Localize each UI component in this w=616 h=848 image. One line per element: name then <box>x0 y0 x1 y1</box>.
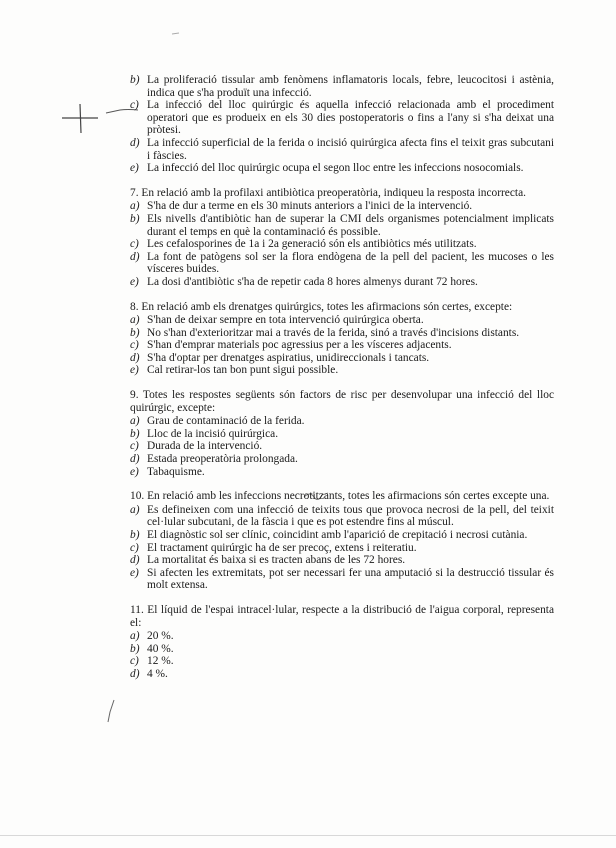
option-letter: e) <box>130 465 139 478</box>
option-letter: c) <box>130 339 139 352</box>
option <box>130 440 554 453</box>
option-text: Tabaquisme. <box>147 465 205 478</box>
option-letter: e) <box>130 162 139 175</box>
option-letter: a) <box>130 415 140 428</box>
option-letter: d) <box>130 667 140 680</box>
question-10 <box>130 490 554 592</box>
option <box>130 352 554 365</box>
option-letter: d) <box>130 453 140 466</box>
option-text: Es defineixen com una infecció de teixits tous que provoca necrosi de la pell, del teixit cel·lular subcutani, de la fàscia i que es pot estendre fins al múscul. <box>147 503 554 529</box>
option-text: 40 %. <box>147 642 174 655</box>
option-text: La dosi d'antibiòtic s'ha de repetir cada 8 hores almenys durant 72 hores. <box>147 275 478 288</box>
option-letter: c) <box>130 238 139 251</box>
option-letter: b) <box>130 74 140 86</box>
option <box>130 314 554 327</box>
option-letter: b) <box>130 529 140 541</box>
option-text: Grau de contaminació de la ferida. <box>147 415 305 428</box>
option-text: S'ha d'optar per drenatges aspiratius, unidireccionals i tancats. <box>147 351 430 364</box>
option-letter: d) <box>130 250 140 263</box>
option <box>130 339 554 352</box>
handwritten-tick-mark <box>100 698 130 728</box>
exam-content <box>130 74 554 693</box>
question-title: 7. En relació amb la profilaxi antibiòtica preoperatòria, indiqueu la resposta incorrecta. <box>130 186 526 199</box>
scan-speck <box>170 30 182 38</box>
question-title: 8. En relació amb els drenatges quirúrgics, totes les afirmacions són certes, excepte: <box>130 300 513 313</box>
option-text: Els nivells d'antibiòtic han de superar la CMI dels organismes potencialment implicats durant el temps en què la contaminació és possible. <box>147 212 554 238</box>
option-text: 20 %. <box>147 630 174 643</box>
option <box>130 643 554 656</box>
option-text: La mortalitat és baixa si es tracten abans de les 72 hores. <box>147 554 406 567</box>
option-letter: e) <box>130 364 139 377</box>
option-text: 4 %. <box>147 667 168 680</box>
question-title: 10. En relació amb les infeccions necrotitzants, totes les afirmacions són certes excepte una. <box>130 490 550 503</box>
question-9 <box>130 389 554 478</box>
option-text: 12 %. <box>147 655 174 668</box>
option-text: El tractament quirúrgic ha de ser precoç, extens i reiteratiu. <box>147 541 417 554</box>
option-letter: a) <box>130 630 140 643</box>
option <box>130 567 554 592</box>
option-letter: d) <box>130 554 140 567</box>
option-text: La infecció del lloc quirúrgic és aquella infecció relacionada amb el procediment operatori que es produeix en els 30 dies postoperatoris o fins a l'any si s'ha deixat una pròtesi. <box>147 99 554 137</box>
scan-edge-line <box>0 835 616 836</box>
option-text: Cal retirar-los tan bon punt sigui possible. <box>147 364 339 377</box>
option <box>130 630 554 643</box>
option-letter: c) <box>130 541 139 554</box>
option-text: El diagnòstic sol ser clínic, coincidint amb l'aparició de crepitació i necrosi cutània. <box>147 529 528 541</box>
option-letter: e) <box>130 275 139 288</box>
option-letter: d) <box>130 351 140 364</box>
option-letter: a) <box>130 200 140 213</box>
option-text: Durada de la intervenció. <box>147 440 263 453</box>
option-text: La font de patògens sol ser la flora endògena de la pell del pacient, les mucoses o les vísceres buides. <box>147 250 554 276</box>
option <box>130 655 554 668</box>
question-title: 9. Totes les respostes següents són factors de risc per desenvolupar una infecció del lloc quirúrgic, excepte: <box>130 389 554 414</box>
option-text: S'han d'emprar materials poc agressius per a les vísceres adjacents. <box>147 339 452 352</box>
option <box>130 213 554 238</box>
option <box>130 99 554 137</box>
option-text: La infecció del lloc quirúrgic ocupa el segon lloc entre les infeccions nosocomials. <box>147 162 524 175</box>
option <box>130 529 554 542</box>
question-7 <box>130 187 554 289</box>
option <box>130 466 554 479</box>
option-letter: e) <box>130 566 139 579</box>
option-letter: a) <box>130 503 140 516</box>
option <box>130 200 554 213</box>
option-text: S'ha de dur a terme en els 30 minuts anteriors a l'inici de la intervenció. <box>147 200 473 213</box>
question-title: 11. El líquid de l'espai intracel·lular, respecte a la distribució de l'aigua corporal, representa el: <box>130 603 554 629</box>
option-text: Lloc de la incisió quirúrgica. <box>147 427 279 440</box>
option <box>130 453 554 466</box>
option <box>130 327 554 340</box>
option <box>130 415 554 428</box>
option-letter: d) <box>130 136 140 149</box>
option-text: La infecció superficial de la ferida o incisió quirúrgica afecta fins el teixit gras subcutani i fàscies. <box>147 136 554 162</box>
option <box>130 364 554 377</box>
option <box>130 137 554 162</box>
option <box>130 668 554 681</box>
option-letter: b) <box>130 642 140 655</box>
question-8 <box>130 301 554 378</box>
option <box>130 251 554 276</box>
option-letter: c) <box>130 440 139 453</box>
option-text: Estada preoperatòria prolongada. <box>147 453 298 466</box>
option-letter: a) <box>130 314 140 327</box>
option-text: S'han de deixar sempre en tota intervenció quirúrgica oberta. <box>147 314 424 327</box>
option <box>130 542 554 555</box>
option <box>130 74 554 99</box>
option-letter: b) <box>130 326 140 339</box>
option-letter: c) <box>130 99 139 112</box>
option <box>130 504 554 529</box>
option-letter: b) <box>130 212 140 225</box>
option-text: Les cefalosporines de 1a i 2a generació són els antibiòtics més utilitzats. <box>147 238 477 251</box>
option-text: No s'han d'exterioritzar mai a través de la ferida, sinó a través d'incisions distants. <box>147 326 520 339</box>
option-letter: c) <box>130 655 139 668</box>
option <box>130 162 554 175</box>
previous-question-options <box>130 74 554 175</box>
option-text: La proliferació tissular amb fenòmens inflamatoris locals, febre, leucocitosi i astènia, indica que s'ha produït una infecció. <box>147 74 554 99</box>
option-text: Si afecten les extremitats, pot ser necessari fer una amputació si la destrucció tissular és molt extensa. <box>147 566 554 592</box>
option <box>130 428 554 441</box>
option-letter: b) <box>130 427 140 440</box>
option <box>130 554 554 567</box>
question-11 <box>130 604 554 681</box>
option <box>130 276 554 289</box>
option <box>130 238 554 251</box>
